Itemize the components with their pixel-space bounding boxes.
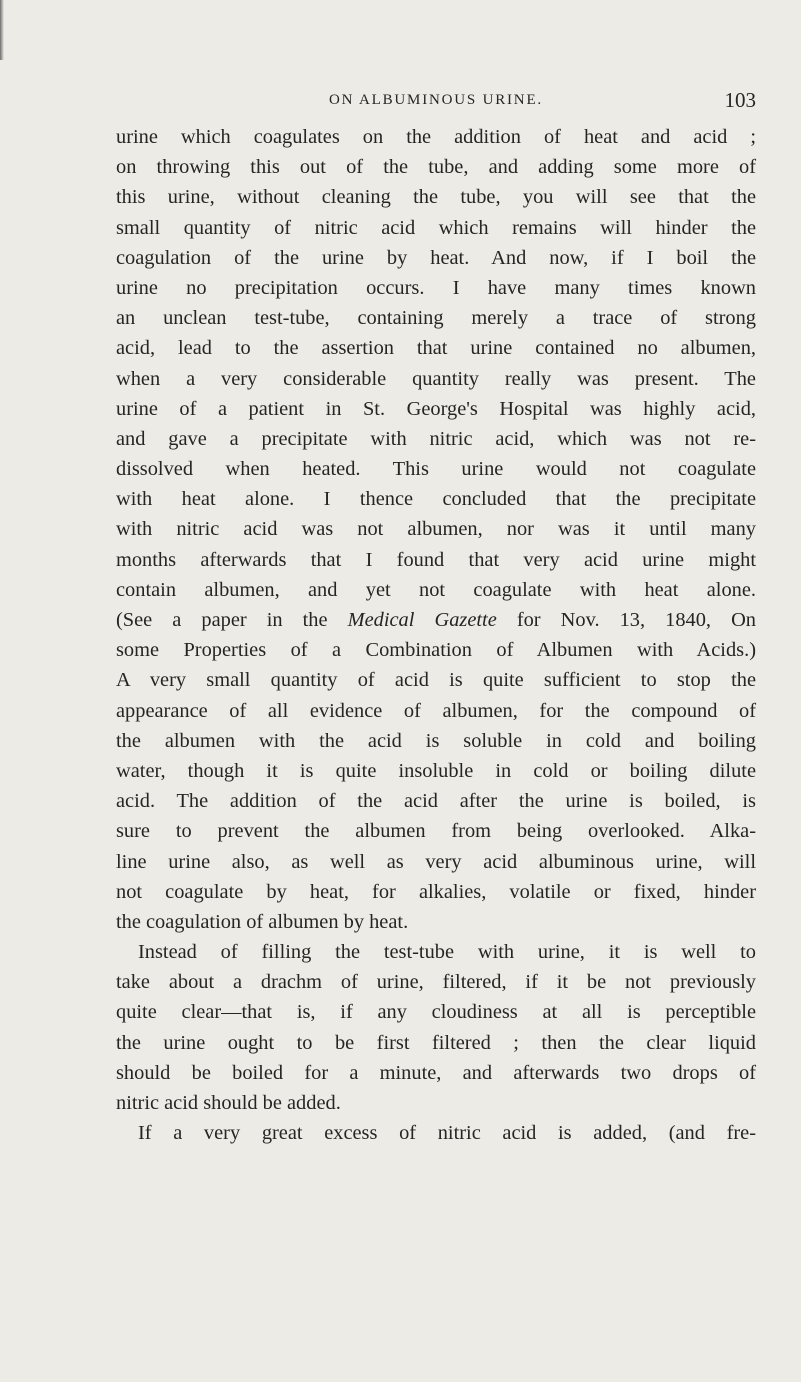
text-line: sure to prevent the albumen from being overlooked. Alka- — [116, 820, 756, 843]
page-number: 103 — [724, 88, 756, 112]
text-line: should be boiled for a minute, and afterwards two drops of — [116, 1061, 756, 1084]
paragraph-1 — [116, 122, 756, 937]
text-line: and gave a precipitate with nitric acid, which was not re- — [116, 427, 756, 450]
text-line: small quantity of nitric acid which remains will hinder the — [116, 216, 756, 239]
text-line: line urine also, as well as very acid albuminous urine, will — [116, 850, 756, 873]
text-line: some Properties of a Combination of Albumen with Acids.) — [116, 639, 756, 662]
text-line: contain albumen, and yet not coagulate with heat alone. — [116, 578, 756, 601]
journal-title: Medical Gazette — [347, 609, 497, 631]
running-head — [116, 88, 756, 114]
text-line: the albumen with the acid is soluble in cold and boiling — [116, 729, 756, 752]
text-line-with-citation — [116, 605, 756, 635]
text-line: the urine ought to be first filtered ; then the clear liquid — [116, 1031, 756, 1054]
text-line: months afterwards that I found that very acid urine might — [116, 548, 756, 571]
text-line: acid, lead to the assertion that urine contained no albumen, — [116, 337, 756, 360]
text-line: appearance of all evidence of albumen, for the compound of — [116, 699, 756, 722]
text-line: an unclean test-tube, containing merely a trace of strong — [116, 307, 756, 330]
text-line: If a very great excess of nitric acid is added, (and fre- — [138, 1122, 756, 1145]
text-line: when a very considerable quantity really was present. The — [116, 367, 756, 390]
text-line: urine of a patient in St. George's Hospital was highly acid, — [116, 397, 756, 420]
body-text — [116, 122, 756, 1148]
text-line: on throwing this out of the tube, and adding some more of — [116, 156, 756, 179]
text-line: A very small quantity of acid is quite sufficient to stop the — [116, 669, 756, 692]
text-line: urine which coagulates on the addition of heat and acid ; — [116, 126, 756, 148]
paragraph-2 — [116, 937, 756, 1118]
text-line: nitric acid should be added. — [116, 1092, 341, 1114]
text-line: take about a drachm of urine, filtered, if it be not previously — [116, 971, 756, 994]
text-line: urine no precipitation occurs. I have many times known — [116, 276, 756, 299]
text-line: water, though it is quite insoluble in cold or boiling dilute — [116, 759, 756, 782]
citation-post: for Nov. 13, 1840, On — [496, 609, 756, 631]
citation-pre: (See a paper in the — [116, 609, 348, 631]
paragraph-3 — [116, 1118, 756, 1148]
page-edge-shadow — [0, 0, 4, 60]
text-line: dissolved when heated. This urine would not coagulate — [116, 458, 756, 481]
text-line: coagulation of the urine by heat. And now, if I boil the — [116, 246, 756, 269]
text-line: this urine, without cleaning the tube, you will see that the — [116, 186, 756, 209]
running-head-title: ON ALBUMINOUS URINE. — [329, 92, 543, 108]
text-line: Instead of filling the test-tube with urine, it is well to — [138, 941, 756, 964]
text-line: with nitric acid was not albumen, nor was it until many — [116, 518, 756, 541]
text-line: the coagulation of albumen by heat. — [116, 910, 409, 933]
text-line: quite clear—that is, if any cloudiness at all is perceptible — [116, 1001, 756, 1024]
text-line: acid. The addition of the acid after the urine is boiled, is — [116, 790, 756, 813]
text-line: not coagulate by heat, for alkalies, volatile or fixed, hinder — [116, 880, 756, 903]
text-line: with heat alone. I thence concluded that the precipitate — [116, 488, 756, 511]
